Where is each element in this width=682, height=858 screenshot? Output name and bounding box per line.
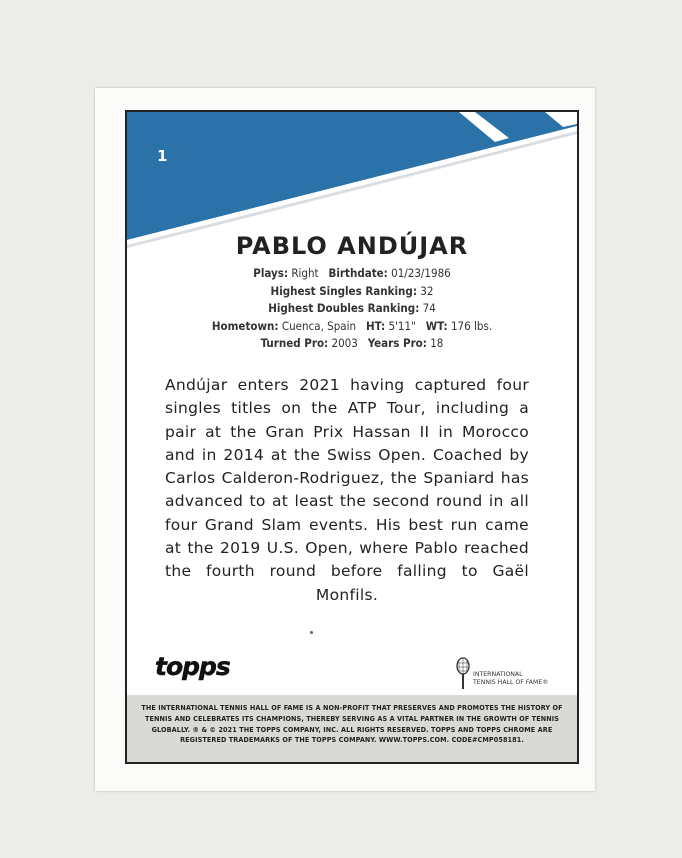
plays-label: Plays: (253, 266, 289, 280)
player-bio: Andújar enters 2021 having captured four singles titles on the ATP Tour, including a pair at the Gran Prix Hassan II in Morocco and in 2014 at the Swiss Open. Coached by Carlos Calderon-Rodriguez, the Spaniard has advanced to at least the second round in all four Grand Slam events. His best run came at the 2019 U.S. Open, where Pablo reached the fourth round before falling to Gaël Monfils. (165, 376, 529, 604)
birthdate-label: Birthdate: (328, 266, 388, 280)
legal-text: THE INTERNATIONAL TENNIS HALL OF FAME IS A NON-PROFIT THAT PRESERVES AND PROMOTES THE HISTORY OF TENNIS AND CELEBRATES ITS CHAMPIONS, THEREBY SERVING AS A VITAL PARTNER IN THE GROWTH OF TENNIS GLOBALLY. ® & © 2021 THE TOPPS COMPANY, INC. ALL RIGHTS RESERVED. TOPPS AND TOPPS CHROME ARE REGISTERED TRADEMARKS OF THE TOPPS COMPANY. WWW.TOPPS.COM. CODE#CMP058181. (141, 703, 563, 745)
years-pro-label: Years Pro: (367, 336, 427, 350)
card-frame (125, 110, 579, 764)
tennis-racket-icon (455, 657, 471, 691)
stats-row-doubles (127, 300, 577, 318)
birthdate-value: 01/23/1986 (391, 266, 451, 280)
singles-ranking-label: Highest Singles Ranking: (270, 283, 417, 298)
player-name: PABLO ANDÚJAR (235, 232, 469, 260)
height-value: 5'11" (388, 318, 416, 333)
ithf-line-1: INTERNATIONAL (473, 671, 523, 678)
hometown-value: Cuenca, Spain (281, 318, 357, 333)
ithf-logo (455, 657, 565, 693)
stats-row-plays (127, 265, 577, 283)
topps-logo: topps (155, 652, 230, 681)
height-label: HT: (365, 318, 386, 333)
stats-row-hometown (127, 318, 577, 336)
ithf-label (473, 671, 548, 686)
turned-pro-label: Turned Pro: (260, 336, 329, 350)
print-dot (310, 631, 313, 634)
stats-row-singles (127, 283, 577, 301)
hometown-label: Hometown: (211, 318, 279, 333)
card-number: 1 (157, 147, 168, 165)
tennis-court-graphic (127, 112, 577, 252)
player-stats (127, 265, 577, 353)
years-pro-value: 18 (430, 336, 444, 350)
weight-label: WT: (425, 318, 448, 333)
turned-pro-value: 2003 (331, 336, 358, 350)
stats-row-pro (127, 335, 577, 353)
legal-footer (127, 695, 577, 762)
ithf-line-2: TENNIS HALL OF FAME® (473, 678, 549, 686)
singles-ranking-value: 32 (420, 283, 434, 298)
trading-card-back (95, 88, 595, 791)
plays-value: Right (291, 266, 319, 280)
doubles-ranking-label: Highest Doubles Ranking: (268, 301, 420, 315)
weight-value: 176 lbs. (450, 318, 493, 333)
doubles-ranking-value: 74 (422, 301, 436, 315)
